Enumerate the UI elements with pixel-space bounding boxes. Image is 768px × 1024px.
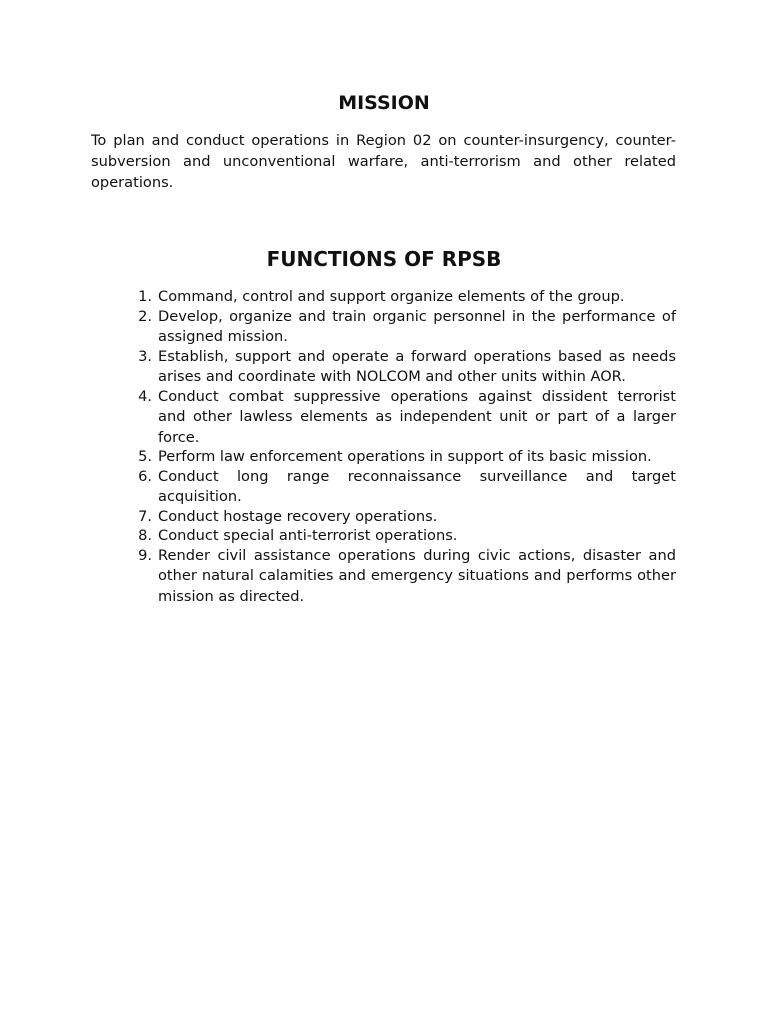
- list-item-text: Develop, organize and train organic personnel in the performance of assigned mission.: [158, 307, 676, 345]
- list-item: [125, 307, 676, 348]
- list-item: [125, 467, 676, 508]
- list-item: [125, 387, 676, 449]
- list-item-text: Establish, support and operate a forward operations based as needs arises and coordinate with NOLCOM and other units within AOR.: [158, 347, 676, 385]
- list-item: [125, 287, 676, 308]
- functions-list: [125, 287, 676, 606]
- list-item-text: Perform law enforcement operations in support of its basic mission.: [158, 448, 652, 465]
- mission-heading: MISSION: [338, 92, 430, 114]
- mission-statement: To plan and conduct operations in Region 02 on counter-insurgency, counter-subversion and unconventional warfare, anti-terrorism and other related operations.: [91, 132, 676, 191]
- list-item: [125, 507, 676, 528]
- list-item-number: 1.: [138, 288, 152, 305]
- list-item: [125, 447, 676, 468]
- list-item-text: Conduct special anti-terrorist operations.: [158, 527, 458, 544]
- list-item-text: Command, control and support organize elements of the group.: [158, 288, 625, 305]
- list-item-number: 7.: [138, 507, 152, 525]
- list-item: [125, 526, 676, 547]
- list-item-number: 9.: [138, 546, 152, 564]
- list-item-number: 4.: [138, 387, 152, 405]
- list-item-text: Conduct combat suppressive operations against dissident terrorist and other lawless elements as independent unit or part of a larger force.: [158, 387, 676, 446]
- list-item: [125, 347, 676, 388]
- list-item-text: Conduct long range reconnaissance surveillance and target acquisition.: [158, 467, 676, 505]
- list-item-text: Render civil assistance operations during civic actions, disaster and other natural calamities and emergency situations and performs other mission as directed.: [158, 546, 676, 605]
- list-item-text: Conduct hostage recovery operations.: [158, 507, 438, 525]
- list-item-number: 6.: [138, 467, 152, 485]
- list-item-number: 8.: [138, 527, 152, 544]
- list-item-number: 5.: [138, 448, 152, 465]
- list-item-number: 2.: [138, 307, 152, 325]
- functions-heading: FUNCTIONS OF RPSB: [266, 247, 502, 271]
- list-item-number: 3.: [138, 347, 152, 365]
- list-item: [125, 546, 676, 608]
